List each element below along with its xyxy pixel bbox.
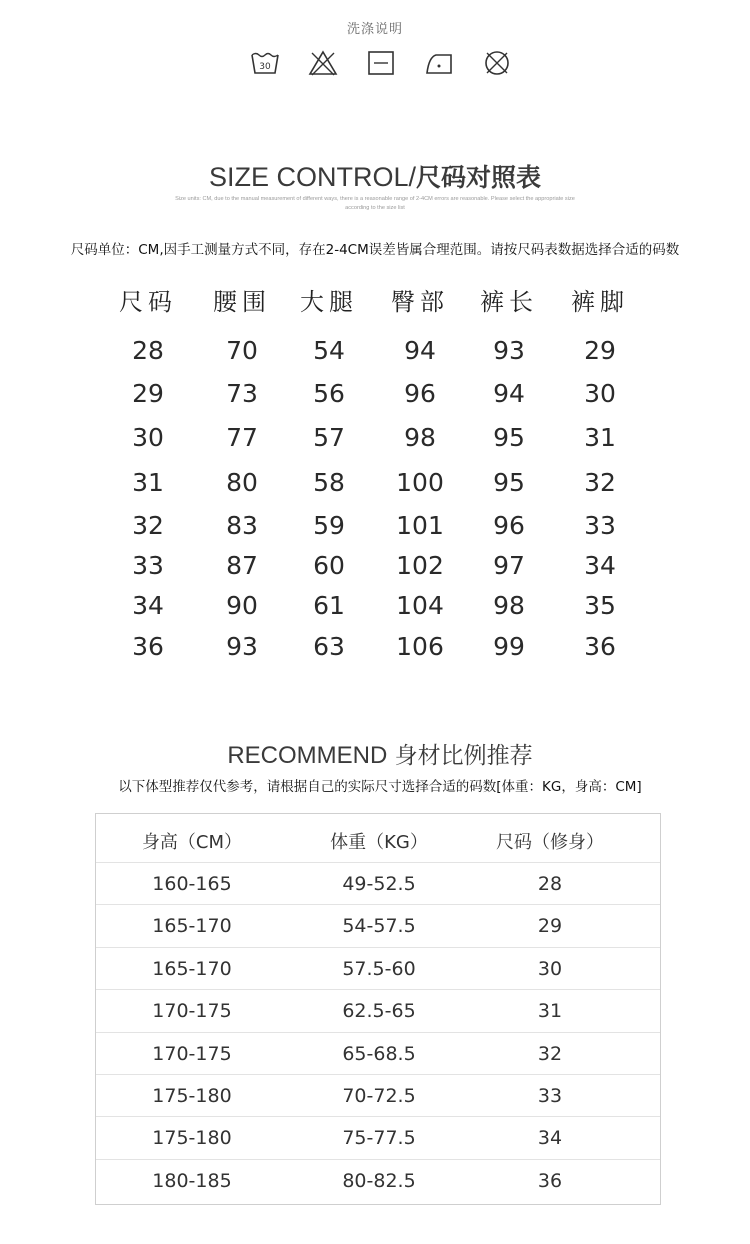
recommend-cell: 165-170 — [152, 957, 232, 980]
recommend-note: 以下体型推荐仅代参考，请根据自己的实际尺寸选择合适的码数[体重：KG，身高：CM] — [118, 779, 642, 795]
recommend-cell: 160-165 — [152, 873, 232, 895]
recommend-header-row — [96, 814, 660, 863]
size-cell: 59 — [313, 511, 345, 540]
size-cell: 99 — [493, 632, 525, 661]
recommend-cell: 62.5-65 — [342, 1000, 416, 1023]
recommend-cell: 75-77.5 — [342, 1127, 416, 1150]
no-dry-clean-icon — [482, 49, 512, 77]
table-row — [96, 904, 660, 947]
size-unit-note: 尺码单位：CM,因手工测量方式不同，存在2-4CM误差皆属合理范围。请按尺码表数据选择合适的码数 — [70, 242, 680, 258]
recommend-cell: 170-175 — [152, 1042, 232, 1065]
size-cell: 33 — [132, 551, 164, 580]
size-chart-title-cn: 尺码对照表 — [416, 163, 542, 192]
table-row — [96, 947, 660, 990]
size-cell: 96 — [404, 379, 436, 408]
size-cell: 73 — [226, 379, 258, 408]
recommend-cell: 175-180 — [152, 1127, 232, 1150]
size-cell: 98 — [493, 591, 525, 620]
recommend-cell: 80-82.5 — [342, 1169, 416, 1192]
size-cell: 60 — [313, 551, 345, 580]
size-cell: 93 — [493, 336, 525, 365]
size-cell: 93 — [226, 632, 258, 661]
care-title: 洗涤说明 — [346, 22, 403, 37]
recommend-cell: 57.5-60 — [342, 957, 416, 980]
size-cell: 102 — [396, 551, 444, 580]
size-cell: 100 — [396, 468, 444, 497]
size-header-3: 臀部 — [391, 288, 449, 316]
recommend-cell: 31 — [537, 1000, 563, 1023]
size-cell: 63 — [313, 632, 345, 661]
size-header-2: 大腿 — [300, 288, 358, 316]
recommend-cell: 54-57.5 — [342, 915, 416, 938]
size-cell: 29 — [132, 379, 164, 408]
size-cell: 98 — [404, 423, 436, 452]
recommend-cell: 49-52.5 — [342, 873, 416, 895]
size-cell: 31 — [132, 468, 164, 497]
recommend-header-2: 尺码（修身） — [496, 832, 604, 853]
recommend-cell: 36 — [537, 1169, 563, 1192]
size-chart-subnote: Size units: CM, due to the manual measurement of different ways, there is a reasonable range of 2-4CM errors are reasonable. Please select the appropriate size according to the size list — [175, 196, 575, 211]
recommend-cell: 29 — [537, 915, 563, 938]
wash-temp-label: 30 — [259, 62, 271, 72]
size-cell: 101 — [396, 511, 444, 540]
recommend-cell: 175-180 — [152, 1085, 232, 1107]
recommend-header-0: 身高（CM） — [141, 832, 243, 853]
size-cell: 30 — [584, 379, 616, 408]
recommend-cell: 32 — [537, 1042, 563, 1065]
iron-low-icon — [424, 49, 454, 77]
size-cell: 36 — [584, 632, 616, 661]
recommend-cell: 34 — [537, 1127, 563, 1150]
wash-30-icon — [250, 49, 280, 77]
size-cell: 33 — [584, 511, 616, 540]
recommend-table — [95, 813, 661, 1205]
size-cell: 34 — [132, 591, 164, 620]
size-cell: 30 — [132, 423, 164, 452]
size-cell: 29 — [584, 336, 616, 365]
recommend-cell: 33 — [537, 1085, 563, 1107]
size-cell: 90 — [226, 591, 258, 620]
size-cell: 35 — [584, 591, 616, 620]
recommend-cell: 170-175 — [152, 1000, 232, 1023]
care-icons — [250, 46, 512, 80]
table-row — [96, 989, 660, 1032]
size-cell: 94 — [493, 379, 525, 408]
size-cell: 95 — [493, 423, 525, 452]
size-cell: 94 — [404, 336, 436, 365]
size-cell: 36 — [132, 632, 164, 661]
recommend-cell: 30 — [537, 957, 563, 980]
size-cell: 70 — [226, 336, 258, 365]
recommend-title-en: RECOMMEND — [227, 742, 388, 769]
size-cell: 32 — [584, 468, 616, 497]
size-header-1: 腰围 — [213, 288, 271, 316]
size-cell: 80 — [226, 468, 258, 497]
size-cell: 28 — [132, 336, 164, 365]
size-cell: 106 — [396, 632, 444, 661]
size-cell: 95 — [493, 468, 525, 497]
size-cell: 32 — [132, 511, 164, 540]
no-bleach-icon — [308, 49, 338, 77]
size-cell: 34 — [584, 551, 616, 580]
size-cell: 61 — [313, 591, 345, 620]
size-cell: 56 — [313, 379, 345, 408]
recommend-cell: 28 — [537, 873, 563, 895]
table-row — [96, 862, 660, 905]
table-row — [96, 1074, 660, 1117]
recommend-cell: 165-170 — [152, 915, 232, 938]
size-header-4: 裤长 — [480, 288, 538, 316]
recommend-cell: 70-72.5 — [342, 1085, 416, 1107]
size-chart-title — [0, 158, 750, 194]
size-cell: 54 — [313, 336, 345, 365]
recommend-title — [0, 737, 750, 770]
dry-flat-icon — [366, 49, 396, 77]
table-row — [96, 1032, 660, 1075]
table-row — [96, 1116, 660, 1159]
recommend-cell: 180-185 — [152, 1169, 232, 1192]
size-header-5: 裤脚 — [571, 288, 629, 316]
size-cell: 87 — [226, 551, 258, 580]
size-cell: 96 — [493, 511, 525, 540]
size-cell: 31 — [584, 423, 616, 452]
size-cell: 58 — [313, 468, 345, 497]
size-cell: 83 — [226, 511, 258, 540]
size-cell: 97 — [493, 551, 525, 580]
recommend-title-cn: 身材比例推荐 — [394, 743, 533, 769]
size-chart-title-en: SIZE CONTROL/ — [208, 162, 416, 192]
size-header-0: 尺码 — [119, 288, 177, 316]
size-cell: 57 — [313, 423, 345, 452]
recommend-cell: 65-68.5 — [342, 1042, 416, 1065]
recommend-header-1: 体重（KG） — [330, 832, 428, 853]
size-cell: 104 — [396, 591, 444, 620]
table-row — [96, 1159, 660, 1201]
size-cell: 77 — [226, 423, 258, 452]
